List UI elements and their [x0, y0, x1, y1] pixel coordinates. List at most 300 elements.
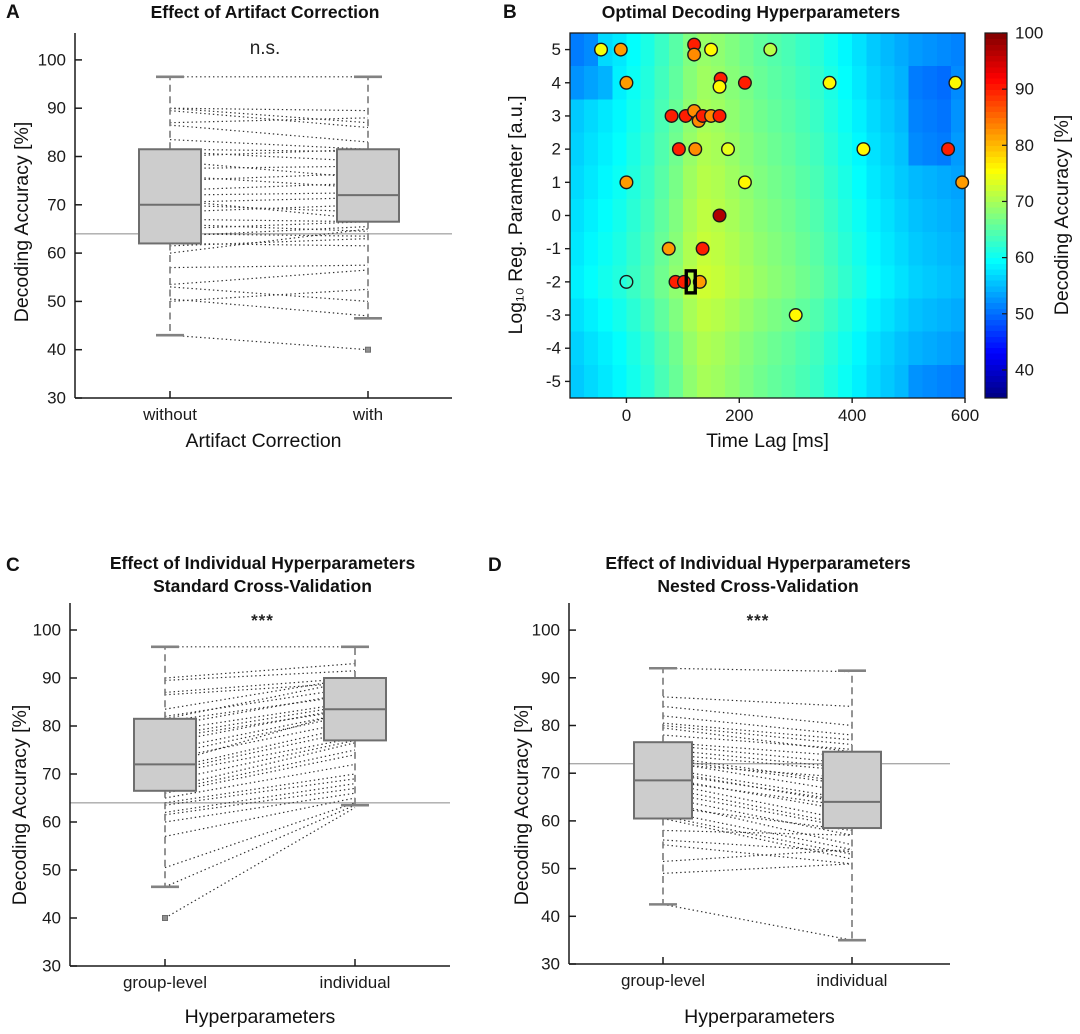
colorbar-segment [985, 201, 1007, 207]
heatmap-cell [782, 166, 797, 200]
heatmap-cell [641, 232, 656, 266]
heatmap-cell [641, 265, 656, 299]
y-tick-label: 40 [42, 908, 61, 928]
y-tick-label: 5 [551, 40, 561, 60]
heatmap-cell [909, 99, 924, 133]
y-tick-label: -1 [545, 239, 561, 259]
heatmap-cell [937, 166, 952, 200]
heatmap-cell [753, 66, 768, 100]
heatmap-cell [739, 232, 754, 266]
heatmap-cell [626, 33, 641, 67]
heatmap-cell [697, 166, 712, 200]
heatmap-cell [810, 133, 825, 167]
heatmap-cell [796, 166, 811, 200]
scatter-point [662, 242, 675, 255]
paired-line [663, 668, 852, 671]
scatter-point [956, 176, 969, 189]
heatmap-cell [725, 33, 740, 67]
y-tick-label: 90 [541, 668, 560, 688]
scatter-point [857, 143, 870, 156]
colorbar-segment [985, 78, 1007, 84]
scatter-point [665, 110, 678, 123]
panel-a-significance: n.s. [249, 38, 281, 59]
colorbar-segment [985, 359, 1007, 365]
paired-line [165, 793, 355, 822]
colorbar-segment [985, 128, 1007, 134]
heatmap-cell [909, 365, 924, 399]
heatmap-cell [626, 232, 641, 266]
colorbar-segment [985, 246, 1007, 252]
heatmap-cell [598, 365, 613, 399]
heatmap-cell [852, 298, 867, 332]
heatmap-cell [909, 298, 924, 332]
heatmap-cell [852, 265, 867, 299]
heatmap-cell [866, 199, 881, 233]
heatmap-cell [923, 365, 938, 399]
paired-line [663, 850, 852, 862]
box-individual [823, 752, 881, 828]
panel-d-title: Effect of Individual Hyperparameters [605, 553, 911, 573]
heatmap-cell [866, 66, 881, 100]
heatmap-cell [894, 66, 909, 100]
heatmap-cell [725, 298, 740, 332]
heatmap-cell [626, 332, 641, 366]
heatmap-cell [570, 133, 585, 167]
panel-letter-c: C [6, 555, 20, 576]
y-tick-label: -3 [545, 305, 561, 325]
scatter-point [823, 76, 836, 89]
heatmap-cell [866, 298, 881, 332]
scatter-point [689, 143, 702, 156]
heatmap-cell [852, 332, 867, 366]
colorbar-segment [985, 190, 1007, 196]
x-category-label: individual [816, 971, 888, 990]
heatmap-cell [782, 66, 797, 100]
scatter-point [620, 76, 633, 89]
y-tick-label: 80 [541, 716, 560, 735]
heatmap-cell [570, 33, 585, 67]
heatmap-cell [739, 99, 754, 133]
heatmap-cell [584, 166, 599, 200]
heatmap-cell [598, 99, 613, 133]
colorbar-tick-label: 70 [1015, 191, 1034, 211]
heatmap-cell [570, 166, 585, 200]
y-tick-label: 3 [551, 106, 561, 126]
heatmap-cell [612, 232, 627, 266]
scatter-point [705, 43, 718, 56]
heatmap-cell [768, 265, 783, 299]
y-tick-label: 0 [551, 206, 561, 225]
colorbar-tick-label: 90 [1015, 79, 1034, 99]
scatter-point [673, 143, 686, 156]
heatmap-cell [852, 33, 867, 67]
heatmap-cell [937, 298, 952, 332]
panel-letter-b: B [503, 2, 517, 23]
colorbar-segment [985, 303, 1007, 309]
panel-a-y-axis-label: Decoding Accuracy [%] [10, 121, 33, 323]
heatmap-cell [838, 332, 853, 366]
heatmap-cell [612, 332, 627, 366]
heatmap-cell [641, 166, 656, 200]
scatter-point [713, 209, 726, 222]
heatmap-cell [655, 265, 670, 299]
heatmap-cell [768, 99, 783, 133]
heatmap-cell [626, 199, 641, 233]
panel-d-plot [480, 553, 1080, 1034]
colorbar-segment [985, 50, 1007, 56]
heatmap-cell [753, 232, 768, 266]
heatmap-cell [655, 365, 670, 399]
heatmap-cell [880, 332, 895, 366]
heatmap-cell [655, 166, 670, 200]
heatmap-cell [824, 265, 839, 299]
x-category-label: without [143, 405, 197, 424]
heatmap-cell [923, 298, 938, 332]
colorbar-segment [985, 39, 1007, 45]
heatmap-cell [937, 99, 952, 133]
y-tick-label: 4 [551, 73, 561, 93]
heatmap-cell [909, 33, 924, 67]
colorbar-segment [985, 314, 1007, 320]
heatmap-cell [711, 298, 726, 332]
heatmap-cell [655, 332, 670, 366]
heatmap-cell [739, 332, 754, 366]
heatmap-cell [951, 265, 966, 299]
colorbar-segment [985, 347, 1007, 353]
heatmap-cell [782, 133, 797, 167]
colorbar-segment [985, 106, 1007, 112]
y-tick-label: 40 [541, 906, 560, 926]
colorbar-segment [985, 319, 1007, 325]
heatmap-cell [796, 66, 811, 100]
colorbar-segment [985, 353, 1007, 359]
y-tick-label: 100 [37, 50, 66, 70]
heatmap-cell [641, 66, 656, 100]
heatmap-cell [782, 332, 797, 366]
heatmap-cell [768, 232, 783, 266]
heatmap-cell [782, 33, 797, 67]
heatmap-cell [866, 365, 881, 399]
colorbar-segment [985, 325, 1007, 331]
heatmap-cell [923, 166, 938, 200]
heatmap-cell [711, 232, 726, 266]
heatmap-cell [880, 99, 895, 133]
panel-a-plot [0, 0, 500, 460]
heatmap-cell [598, 265, 613, 299]
heatmap-cell [909, 232, 924, 266]
heatmap-cell [570, 332, 585, 366]
heatmap-cell [810, 99, 825, 133]
colorbar-segment [985, 72, 1007, 78]
heatmap-cell [838, 166, 853, 200]
panel-a [0, 0, 500, 460]
panel-b [495, 0, 1080, 460]
scatter-point [713, 110, 726, 123]
heatmap-cell [880, 232, 895, 266]
heatmap-cell [923, 199, 938, 233]
colorbar-segment [985, 370, 1007, 376]
heatmap-cell [683, 232, 698, 266]
panel-d [480, 553, 1080, 1034]
heatmap-cell [937, 199, 952, 233]
heatmap-cell [894, 298, 909, 332]
scatter-point [713, 80, 726, 93]
outlier-marker [163, 916, 168, 921]
heatmap-cell [598, 199, 613, 233]
heatmap-cell [683, 66, 698, 100]
heatmap-cell [683, 199, 698, 233]
colorbar-segment [985, 33, 1007, 39]
scatter-point [764, 43, 777, 56]
x-tick-label: 200 [725, 406, 754, 425]
paired-line [663, 716, 852, 735]
heatmap-cell [612, 133, 627, 167]
heatmap-cell [909, 265, 924, 299]
outlier-marker [366, 347, 371, 352]
heatmap-cell [641, 298, 656, 332]
panel-c-plot [0, 553, 500, 1034]
panel-letter-d: D [488, 555, 502, 576]
x-tick-label: 400 [837, 406, 867, 425]
heatmap-cell [570, 298, 585, 332]
heatmap-cell [796, 332, 811, 366]
heatmap-cell [796, 365, 811, 399]
heatmap-cell [838, 365, 853, 399]
paired-line [165, 808, 355, 918]
heatmap-cell [894, 33, 909, 67]
heatmap-cell [697, 199, 712, 233]
colorbar-segment [985, 151, 1007, 157]
panel-c-title: Effect of Individual Hyperparameters [109, 553, 416, 573]
heatmap-cell [739, 133, 754, 167]
heatmap-cell [739, 33, 754, 67]
heatmap-cell [796, 232, 811, 266]
x-category-label: with [352, 405, 384, 424]
heatmap-cell [923, 332, 938, 366]
colorbar-segment [985, 274, 1007, 280]
y-tick-label: -4 [545, 338, 561, 358]
heatmap-cell [838, 298, 853, 332]
heatmap-cell [909, 332, 924, 366]
panel-b-title: Optimal Decoding Hyperparameters [601, 2, 901, 22]
box-group-level [134, 719, 196, 791]
panel-a-title: Effect of Artifact Correction [150, 2, 380, 22]
panel-c-y-axis-label: Decoding Accuracy [%] [8, 704, 31, 906]
heatmap-cell [641, 365, 656, 399]
heatmap-cell [753, 166, 768, 200]
heatmap-cell [669, 166, 684, 200]
panel-c-x-axis-label: Hyperparameters [184, 1006, 336, 1028]
heatmap-cell [894, 99, 909, 133]
heatmap-cell [937, 33, 952, 67]
heatmap-cell [598, 66, 613, 100]
y-tick-label: 80 [42, 716, 61, 736]
heatmap-cell [838, 199, 853, 233]
heatmap-cell [753, 265, 768, 299]
heatmap-cell [584, 265, 599, 299]
heatmap-cell [852, 66, 867, 100]
y-tick-label: 60 [47, 243, 66, 263]
y-tick-label: 70 [541, 763, 560, 783]
colorbar-segment [985, 218, 1007, 224]
heatmap-cell [937, 232, 952, 266]
colorbar-segment [985, 263, 1007, 269]
heatmap-cell [584, 332, 599, 366]
heatmap-cell [768, 199, 783, 233]
colorbar-tick-label: 80 [1015, 135, 1034, 155]
heatmap-cell [880, 298, 895, 332]
heatmap-cell [612, 99, 627, 133]
heatmap-cell [894, 265, 909, 299]
colorbar-segment [985, 207, 1007, 213]
colorbar-segment [985, 224, 1007, 230]
scatter-point [696, 242, 709, 255]
heatmap-cell [739, 365, 754, 399]
panel-d-subtitle: Nested Cross-Validation [657, 576, 859, 596]
scatter-point [688, 48, 701, 61]
heatmap-cell [824, 332, 839, 366]
panel-c [0, 553, 500, 1034]
scatter-point [595, 43, 608, 56]
heatmap-cell [866, 332, 881, 366]
y-tick-label: 90 [42, 668, 61, 688]
paired-line [170, 108, 368, 110]
box-without [139, 149, 201, 243]
colorbar-segment [985, 61, 1007, 67]
y-tick-label: 30 [47, 388, 66, 408]
heatmap-cell [584, 298, 599, 332]
y-tick-label: 2 [551, 139, 561, 159]
heatmap-cell [655, 33, 670, 67]
colorbar-segment [985, 387, 1007, 393]
y-tick-label: 1 [551, 172, 561, 192]
panel-d-x-axis-label: Hyperparameters [684, 1006, 835, 1028]
colorbar-segment [985, 269, 1007, 275]
heatmap-cell [669, 298, 684, 332]
panel-c-subtitle: Standard Cross-Validation [153, 576, 372, 596]
heatmap-cell [739, 298, 754, 332]
heatmap-cell [584, 66, 599, 100]
heatmap-cell [598, 166, 613, 200]
heatmap-cell [669, 66, 684, 100]
heatmap-cell [683, 298, 698, 332]
heatmap-cell [838, 99, 853, 133]
scatter-point [942, 143, 955, 156]
heatmap-cell [937, 365, 952, 399]
heatmap-cell [909, 166, 924, 200]
heatmap-cell [796, 99, 811, 133]
heatmap-cell [796, 199, 811, 233]
heatmap-cell [725, 199, 740, 233]
heatmap-cell [782, 232, 797, 266]
heatmap-cell [626, 365, 641, 399]
colorbar-segment [985, 89, 1007, 95]
heatmap-cell [923, 133, 938, 167]
y-tick-label: 100 [32, 620, 61, 640]
heatmap-cell [753, 133, 768, 167]
panel-c-significance: *** [251, 611, 274, 630]
y-tick-label: 90 [47, 98, 66, 118]
heatmap-cell [655, 199, 670, 233]
heatmap-cell [923, 33, 938, 67]
heatmap-cell [669, 33, 684, 67]
heatmap-cell [598, 133, 613, 167]
scatter-point [949, 76, 962, 89]
heatmap-cell [655, 298, 670, 332]
heatmap-cell [824, 365, 839, 399]
colorbar-segment [985, 291, 1007, 297]
heatmap-cell [880, 133, 895, 167]
paired-line [663, 830, 852, 835]
heatmap-cell [697, 332, 712, 366]
heatmap-cell [768, 133, 783, 167]
panel-a-x-axis-label: Artifact Correction [185, 430, 342, 452]
heatmap-cell [626, 298, 641, 332]
colorbar-segment [985, 213, 1007, 219]
heatmap-cell [598, 332, 613, 366]
heatmap-cell [725, 265, 740, 299]
heatmap-cell [612, 199, 627, 233]
colorbar-segment [985, 44, 1007, 50]
heatmap-cell [951, 199, 966, 233]
scatter-point [789, 309, 802, 322]
heatmap-cell [810, 66, 825, 100]
heatmap-cell [725, 166, 740, 200]
paired-line [663, 706, 852, 725]
colorbar-segment [985, 235, 1007, 241]
heatmap-cell [923, 66, 938, 100]
heatmap-cell [725, 99, 740, 133]
heatmap-cell [612, 365, 627, 399]
colorbar-segment [985, 123, 1007, 129]
heatmap-cell [711, 166, 726, 200]
heatmap-cell [866, 265, 881, 299]
heatmap-cell [824, 133, 839, 167]
heatmap-cell [725, 232, 740, 266]
scatter-point [739, 176, 752, 189]
heatmap-cell [739, 265, 754, 299]
heatmap-cell [909, 199, 924, 233]
heatmap-cell [810, 199, 825, 233]
y-tick-label: 40 [47, 340, 66, 360]
heatmap-cell [909, 133, 924, 167]
heatmap-cell [951, 232, 966, 266]
heatmap-cell [768, 298, 783, 332]
heatmap-cell [838, 133, 853, 167]
y-tick-label: 100 [531, 620, 560, 640]
heatmap-cell [824, 166, 839, 200]
heatmap-cell [810, 232, 825, 266]
colorbar-segment [985, 336, 1007, 342]
heatmap-cell [753, 365, 768, 399]
paired-line [165, 805, 355, 887]
heatmap-cell [768, 332, 783, 366]
heatmap-cell [866, 99, 881, 133]
heatmap-cell [697, 298, 712, 332]
paired-line [663, 845, 852, 864]
heatmap-cell [880, 166, 895, 200]
y-tick-label: -5 [545, 371, 561, 391]
box-with [337, 149, 399, 221]
y-tick-label: 50 [541, 859, 560, 879]
heatmap-cell [796, 33, 811, 67]
heatmap-cell [669, 199, 684, 233]
paired-line [170, 299, 368, 316]
colorbar-label: Decoding Accuracy [%] [1050, 114, 1073, 316]
y-tick-label: 60 [42, 812, 61, 832]
heatmap-cell [753, 199, 768, 233]
paired-line [663, 697, 852, 707]
